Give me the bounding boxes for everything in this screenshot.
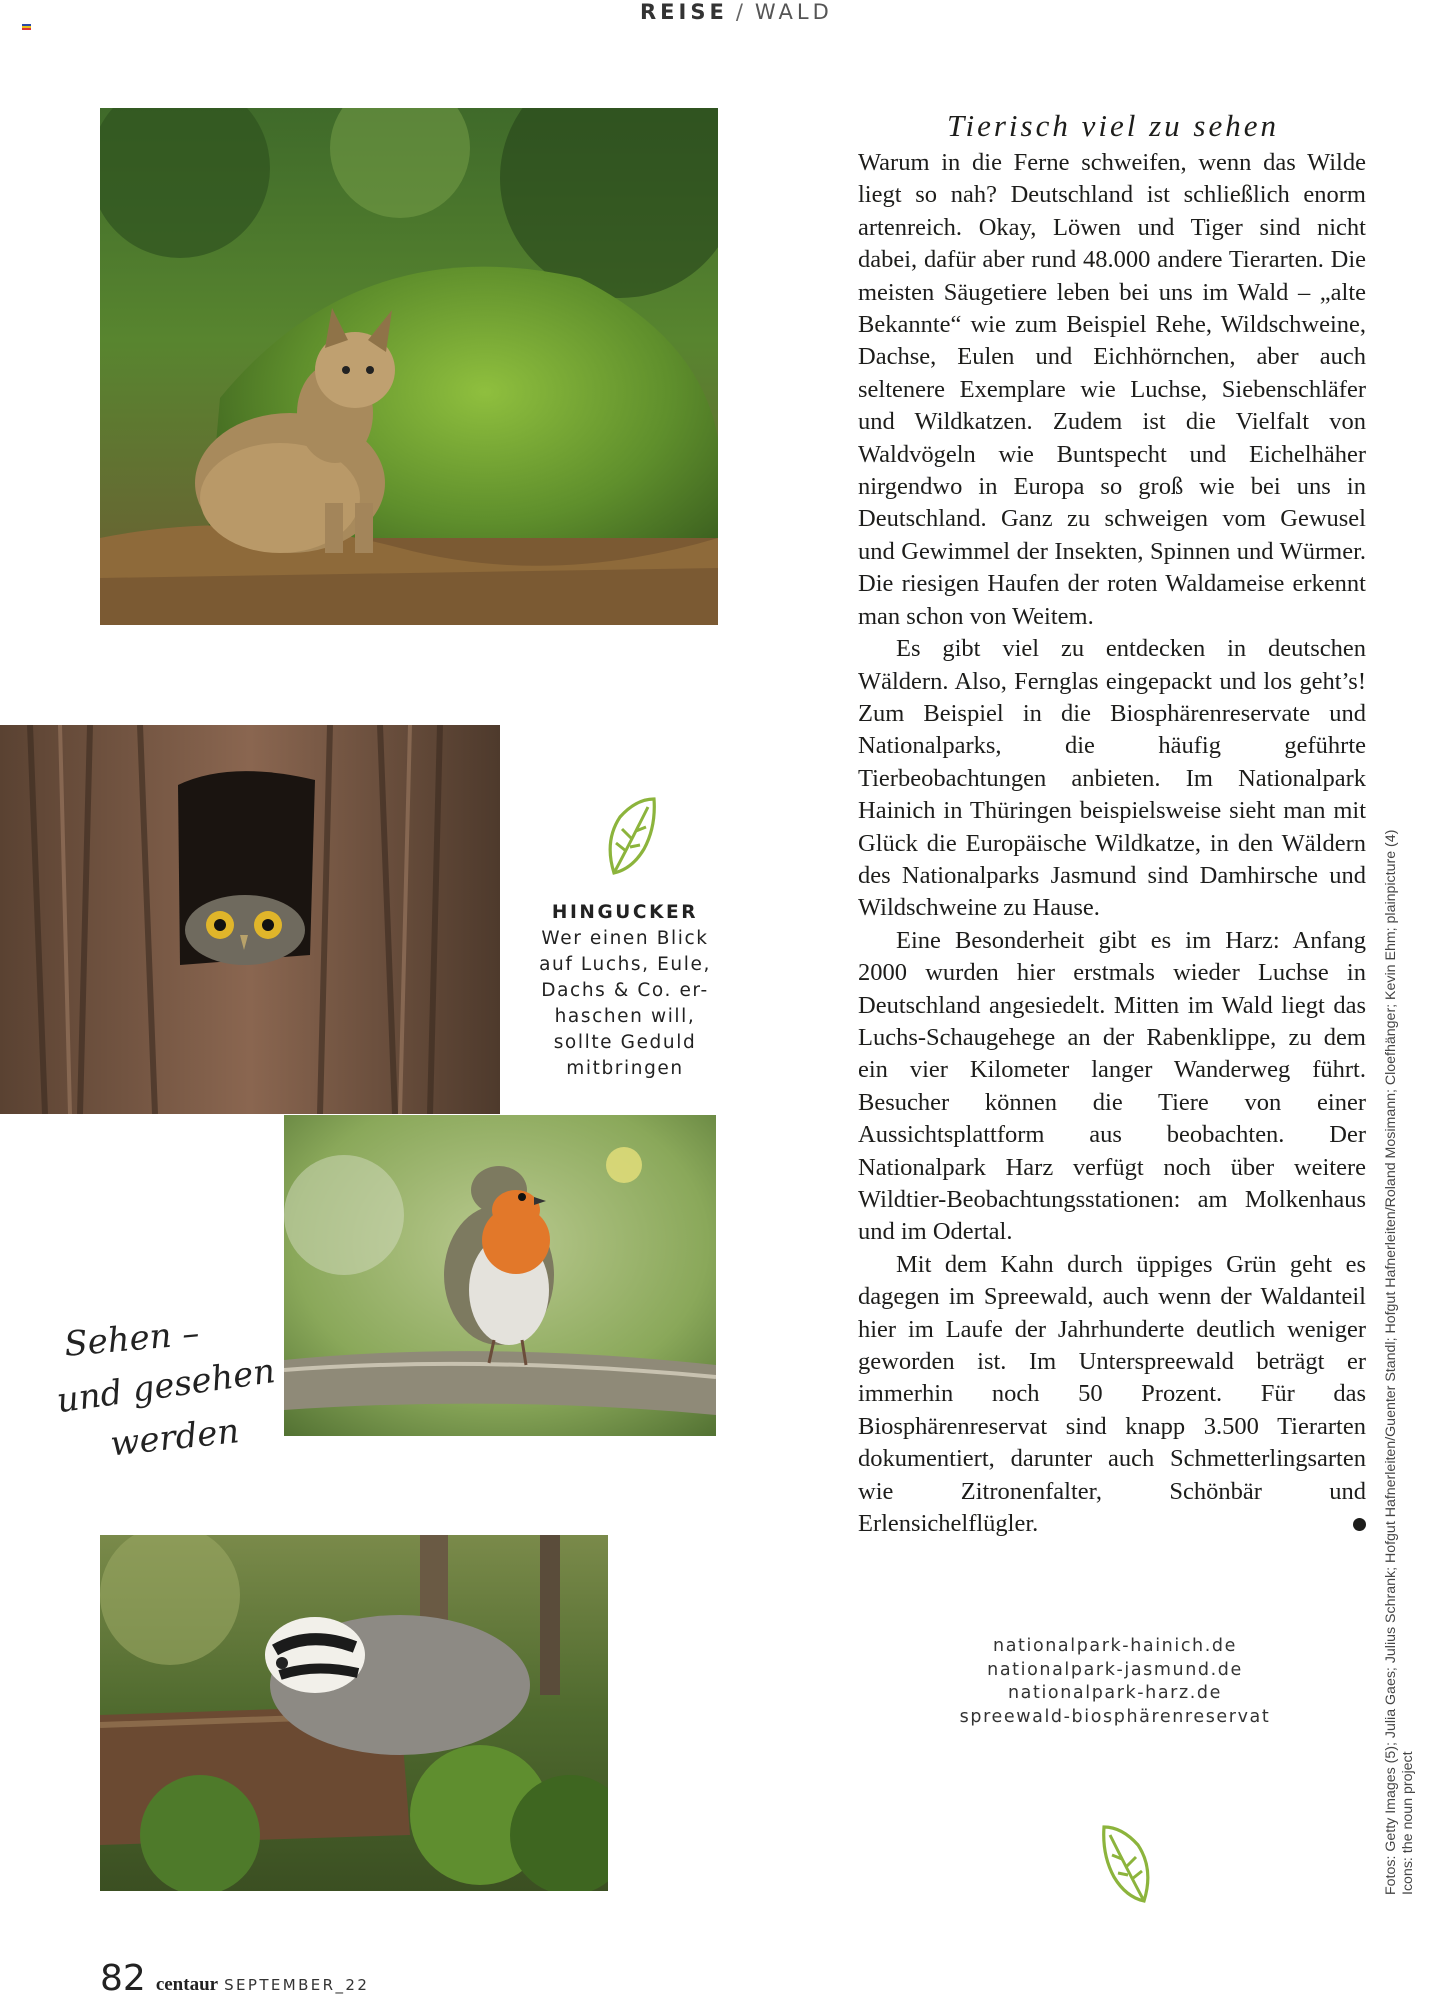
article-paragraph: Warum in die Ferne schweifen, wenn das Wilde liegt so nah? Deutschland ist schließlich enorm artenreich. Okay, Löwen und Tiger sind nicht dabei, dafür aber rund 48.000 andere Tierarten. Die meisten Säugetiere leben bei uns im Wald – „alte Bekannte“ wie zum Beispiel Rehe, Wildschweine, Dachse, Eulen und Eichhörnchen, aber auch seltenere Exemplare wie Luchse, Siebenschläfer und Wildkatzen. Zudem ist die Vielfalt von Waldvögeln wie Buntspecht und Eichelhäher nirgendwo in Europa so groß wie bei uns in Deutschland. Ganz zu schweigen vom Gewusel und Gewimmel der Insekten, Spinnen und Würmer. Die riesigen Haufen der roten Waldameise erkennt man schon von Weitem. [858, 149, 1366, 630]
article-paragraph: Eine Besonderheit gibt es im Harz: Anfang 2000 wurden hier erstmals wieder Luchse in Deutschland angesiedelt. Mitten im Wald liegt das Luchs-Schaugehege an der Rabenklippe, zu dem ein vier Kilometer langer Wanderweg führt. Besucher können die Tiere von einer Aussichtsplattform aus beobachten. Der Nationalpark Harz verfügt noch über weitere Wildtier-Beobachtungsstationen: am Molkenhaus und im Odertal. [858, 926, 1366, 1246]
article-title: Tierisch viel zu sehen [946, 108, 1280, 143]
handnote-line: werden [108, 1411, 242, 1465]
link-hainich[interactable]: nationalpark-hainich.de [993, 1636, 1237, 1656]
photo-caption [530, 900, 720, 1082]
article-paragraph: Es gibt viel zu entdecken in deutschen Wäldern. Also, Fernglas eingepackt und los geht’s! Zum Beispiel in die Biosphärenreservate und Nationalparks, die häufig geführte Tierbeobachtungen anbieten. Im Nationalpark Hainich in Thüringen beispielsweise sieht man mit Glück die Europäische Wildkatze, in den Wäldern des Nationalparks Jasmund sind Damhirsche und Wildschweine zu Hause. [858, 635, 1366, 922]
handwritten-note [52, 1310, 292, 1465]
link-harz[interactable]: nationalpark-harz.de [1007, 1683, 1223, 1703]
color-bar-mark [22, 24, 31, 30]
handnote-line: Sehen – [62, 1313, 201, 1365]
handnote-line: und gesehen [54, 1351, 278, 1422]
article-body [858, 147, 1366, 1540]
caption-line: Dachs & Co. er- [541, 980, 709, 1001]
caption-line: haschen will, [554, 1006, 696, 1027]
end-mark-icon [1353, 1518, 1366, 1531]
caption-title: HINGUCKER [551, 902, 699, 923]
caption-line: Wer einen Blick [541, 928, 709, 949]
leaf-icon [600, 797, 658, 877]
robin-on-branch-photo [284, 1115, 716, 1436]
page-footer [100, 1958, 369, 1998]
article-paragraph-last [858, 1249, 1366, 1541]
badger-photo [100, 1535, 608, 1891]
section-kicker: REISE [640, 0, 728, 24]
section-subtitle: WALD [754, 0, 833, 24]
article-paragraph: Mit dem Kahn durch üppiges Grün geht es dagegen im Spreewald, auch wenn der Waldanteil hier im Laufe der Jahrhunderte deutlich weniger geworden ist. Im Unterspreewald beträgt er immerhin noch 50 Prozent. Für das Biosphärenreservat sind knapp 3.500 Tierarten dokumentiert, darunter auch Schmetterlingsarten wie Zitronenfalter, Schönbär und Erlensichelflügler. [858, 1250, 1366, 1538]
leaf-icon [1100, 1825, 1158, 1905]
owl-in-tree-hollow-photo [0, 725, 500, 1114]
section-label [640, 0, 833, 24]
issue-label: SEPTEMBER_22 [224, 1976, 370, 1994]
photo-credits [1383, 785, 1417, 1895]
section-separator: / [735, 0, 747, 24]
link-jasmund[interactable]: nationalpark-jasmund.de [987, 1659, 1243, 1680]
credits-photos: Fotos: Getty Images (5); Julia Gaes; Julius Schrank; Hofgut Hafnerleiten/Guenter Standl; Hofgut Hafnerleiten/Roland Mosimann; Cloefhänger; Kevin Ehm; plainpicture (4) [1383, 829, 1399, 1895]
page-number: 82 [100, 1958, 146, 1999]
caption-line: mitbringen [566, 1058, 684, 1079]
magazine-name: centaur [155, 1974, 219, 1995]
caption-line: auf Luchs, Eule, [539, 954, 711, 975]
link-spreewald[interactable]: spreewald-biosphärenreservat [959, 1706, 1271, 1727]
lynx-cub-photo [100, 108, 718, 625]
website-links [890, 1635, 1340, 1729]
credits-icons: Icons: the noun project [1400, 1751, 1416, 1895]
caption-line: sollte Geduld [553, 1032, 697, 1053]
